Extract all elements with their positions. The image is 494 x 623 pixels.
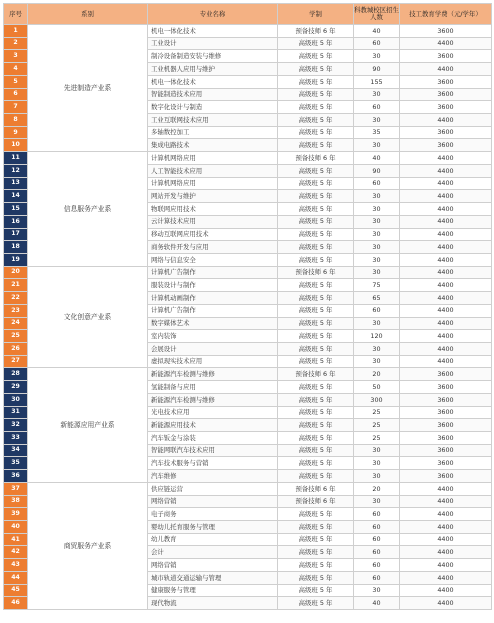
study-system-cell: 高级班 5 年 bbox=[278, 177, 354, 190]
row-number-cell: 13 bbox=[4, 177, 28, 190]
enrollment-count-cell: 20 bbox=[354, 368, 400, 381]
row-number-cell: 42 bbox=[4, 546, 28, 559]
study-system-cell: 高级班 5 年 bbox=[278, 330, 354, 343]
major-name-cell: 云计算技术应用 bbox=[148, 215, 278, 228]
tuition-fee-cell: 4400 bbox=[400, 164, 492, 177]
row-number-cell: 6 bbox=[4, 88, 28, 101]
study-system-cell: 高级班 5 年 bbox=[278, 203, 354, 216]
table-body bbox=[4, 25, 492, 610]
tuition-fee-cell: 4400 bbox=[400, 304, 492, 317]
major-name-cell: 工业互联网技术应用 bbox=[148, 114, 278, 127]
major-name-cell: 工业机器人应用与维护 bbox=[148, 63, 278, 76]
enrollment-count-cell: 30 bbox=[354, 342, 400, 355]
tuition-fee-cell: 4400 bbox=[400, 253, 492, 266]
tuition-fee-cell: 4400 bbox=[400, 241, 492, 254]
study-system-cell: 预备技师 6 年 bbox=[278, 495, 354, 508]
tuition-fee-cell: 3600 bbox=[400, 101, 492, 114]
department-cell: 先进制造产业系 bbox=[28, 25, 148, 152]
major-name-cell: 城市轨道交通运输与管理 bbox=[148, 571, 278, 584]
enrollment-count-cell: 60 bbox=[354, 571, 400, 584]
enrollment-count-cell: 60 bbox=[354, 546, 400, 559]
study-system-cell: 高级班 5 年 bbox=[278, 533, 354, 546]
row-number-cell: 3 bbox=[4, 50, 28, 63]
department-cell: 新能源应用产业系 bbox=[28, 368, 148, 482]
study-system-cell: 高级班 5 年 bbox=[278, 253, 354, 266]
table-row bbox=[4, 482, 492, 495]
row-number-cell: 8 bbox=[4, 114, 28, 127]
tuition-fee-cell: 4400 bbox=[400, 330, 492, 343]
row-number-cell: 2 bbox=[4, 37, 28, 50]
header-dept: 系别 bbox=[28, 4, 148, 25]
tuition-fee-cell: 3600 bbox=[400, 381, 492, 394]
row-number-cell: 37 bbox=[4, 482, 28, 495]
enrollment-count-cell: 65 bbox=[354, 292, 400, 305]
major-name-cell: 数字化设计与制造 bbox=[148, 101, 278, 114]
enrollment-count-cell: 20 bbox=[354, 482, 400, 495]
major-name-cell: 计算机网络应用 bbox=[148, 152, 278, 165]
row-number-cell: 4 bbox=[4, 63, 28, 76]
row-number-cell: 26 bbox=[4, 342, 28, 355]
major-name-cell: 商务软件开发与应用 bbox=[148, 241, 278, 254]
study-system-cell: 高级班 5 年 bbox=[278, 444, 354, 457]
tuition-fee-cell: 4400 bbox=[400, 521, 492, 534]
enrollment-count-cell: 60 bbox=[354, 304, 400, 317]
row-number-cell: 30 bbox=[4, 393, 28, 406]
study-system-cell: 高级班 5 年 bbox=[278, 50, 354, 63]
major-name-cell: 智能网联汽车技术应用 bbox=[148, 444, 278, 457]
enrollment-table bbox=[3, 3, 492, 610]
major-name-cell: 计算机动画制作 bbox=[148, 292, 278, 305]
enrollment-count-cell: 25 bbox=[354, 406, 400, 419]
row-number-cell: 41 bbox=[4, 533, 28, 546]
major-name-cell: 汽车维修 bbox=[148, 470, 278, 483]
major-name-cell: 新能源汽车检测与维修 bbox=[148, 393, 278, 406]
tuition-fee-cell: 3600 bbox=[400, 126, 492, 139]
study-system-cell: 高级班 5 年 bbox=[278, 546, 354, 559]
major-name-cell: 会展设计 bbox=[148, 342, 278, 355]
enrollment-count-cell: 30 bbox=[354, 253, 400, 266]
tuition-fee-cell: 3600 bbox=[400, 470, 492, 483]
row-number-cell: 40 bbox=[4, 521, 28, 534]
enrollment-count-cell: 30 bbox=[354, 457, 400, 470]
major-name-cell: 网络与信息安全 bbox=[148, 253, 278, 266]
major-name-cell: 电子商务 bbox=[148, 508, 278, 521]
enrollment-count-cell: 30 bbox=[354, 444, 400, 457]
row-number-cell: 29 bbox=[4, 381, 28, 394]
study-system-cell: 高级班 5 年 bbox=[278, 164, 354, 177]
row-number-cell: 23 bbox=[4, 304, 28, 317]
enrollment-count-cell: 30 bbox=[354, 241, 400, 254]
header-system: 学制 bbox=[278, 4, 354, 25]
study-system-cell: 高级班 5 年 bbox=[278, 279, 354, 292]
study-system-cell: 高级班 5 年 bbox=[278, 292, 354, 305]
enrollment-count-cell: 30 bbox=[354, 317, 400, 330]
tuition-fee-cell: 4400 bbox=[400, 482, 492, 495]
tuition-fee-cell: 4400 bbox=[400, 317, 492, 330]
major-name-cell: 人工智能技术应用 bbox=[148, 164, 278, 177]
tuition-fee-cell: 3600 bbox=[400, 419, 492, 432]
table-row bbox=[4, 368, 492, 381]
row-number-cell: 32 bbox=[4, 419, 28, 432]
study-system-cell: 高级班 5 年 bbox=[278, 381, 354, 394]
row-number-cell: 22 bbox=[4, 292, 28, 305]
major-name-cell: 移动互联网应用技术 bbox=[148, 228, 278, 241]
department-cell: 商贸服务产业系 bbox=[28, 482, 148, 609]
major-name-cell: 网站开发与维护 bbox=[148, 190, 278, 203]
enrollment-count-cell: 60 bbox=[354, 533, 400, 546]
major-name-cell: 新能源应用技术 bbox=[148, 419, 278, 432]
study-system-cell: 高级班 5 年 bbox=[278, 597, 354, 610]
enrollment-count-cell: 40 bbox=[354, 152, 400, 165]
department-cell: 信息服务产业系 bbox=[28, 152, 148, 266]
major-name-cell: 工业设计 bbox=[148, 37, 278, 50]
row-number-cell: 39 bbox=[4, 508, 28, 521]
study-system-cell: 高级班 5 年 bbox=[278, 342, 354, 355]
enrollment-count-cell: 30 bbox=[354, 190, 400, 203]
row-number-cell: 10 bbox=[4, 139, 28, 152]
study-system-cell: 高级班 5 年 bbox=[278, 139, 354, 152]
row-number-cell: 25 bbox=[4, 330, 28, 343]
row-number-cell: 1 bbox=[4, 25, 28, 38]
tuition-fee-cell: 3600 bbox=[400, 50, 492, 63]
study-system-cell: 高级班 5 年 bbox=[278, 457, 354, 470]
major-name-cell: 汽车钣金与涂装 bbox=[148, 432, 278, 445]
tuition-fee-cell: 4400 bbox=[400, 215, 492, 228]
enrollment-count-cell: 30 bbox=[354, 266, 400, 279]
enrollment-count-cell: 155 bbox=[354, 75, 400, 88]
major-name-cell: 计算机网络应用 bbox=[148, 177, 278, 190]
table-row bbox=[4, 266, 492, 279]
major-name-cell: 数字媒体艺术 bbox=[148, 317, 278, 330]
major-name-cell: 汽车技术服务与营销 bbox=[148, 457, 278, 470]
table-row bbox=[4, 25, 492, 38]
enrollment-count-cell: 300 bbox=[354, 393, 400, 406]
row-number-cell: 43 bbox=[4, 559, 28, 572]
tuition-fee-cell: 4400 bbox=[400, 342, 492, 355]
tuition-fee-cell: 3600 bbox=[400, 88, 492, 101]
enrollment-count-cell: 60 bbox=[354, 559, 400, 572]
enrollment-count-cell: 30 bbox=[354, 584, 400, 597]
enrollment-count-cell: 60 bbox=[354, 37, 400, 50]
major-name-cell: 健康服务与管理 bbox=[148, 584, 278, 597]
major-name-cell: 会计 bbox=[148, 546, 278, 559]
study-system-cell: 高级班 5 年 bbox=[278, 508, 354, 521]
row-number-cell: 27 bbox=[4, 355, 28, 368]
tuition-fee-cell: 4400 bbox=[400, 533, 492, 546]
major-name-cell: 网络营销 bbox=[148, 495, 278, 508]
study-system-cell: 高级班 5 年 bbox=[278, 88, 354, 101]
study-system-cell: 高级班 5 年 bbox=[278, 101, 354, 114]
major-name-cell: 制冷设备制造安装与维修 bbox=[148, 50, 278, 63]
enrollment-count-cell: 60 bbox=[354, 177, 400, 190]
row-number-cell: 11 bbox=[4, 152, 28, 165]
study-system-cell: 高级班 5 年 bbox=[278, 521, 354, 534]
study-system-cell: 预备技师 6 年 bbox=[278, 482, 354, 495]
tuition-fee-cell: 3600 bbox=[400, 25, 492, 38]
row-number-cell: 46 bbox=[4, 597, 28, 610]
row-number-cell: 17 bbox=[4, 228, 28, 241]
enrollment-count-cell: 60 bbox=[354, 521, 400, 534]
tuition-fee-cell: 4400 bbox=[400, 495, 492, 508]
enrollment-count-cell: 30 bbox=[354, 470, 400, 483]
major-name-cell: 氢能制备与应用 bbox=[148, 381, 278, 394]
row-number-cell: 18 bbox=[4, 241, 28, 254]
major-name-cell: 虚拟现实技术应用 bbox=[148, 355, 278, 368]
row-number-cell: 33 bbox=[4, 432, 28, 445]
row-number-cell: 5 bbox=[4, 75, 28, 88]
tuition-fee-cell: 4400 bbox=[400, 63, 492, 76]
row-number-cell: 12 bbox=[4, 164, 28, 177]
header-fee: 技工教育学费（元/学年） bbox=[400, 4, 492, 25]
tuition-fee-cell: 4400 bbox=[400, 228, 492, 241]
study-system-cell: 高级班 5 年 bbox=[278, 241, 354, 254]
enrollment-count-cell: 30 bbox=[354, 215, 400, 228]
enrollment-count-cell: 30 bbox=[354, 114, 400, 127]
major-name-cell: 网络营销 bbox=[148, 559, 278, 572]
major-name-cell: 机电一体化技术 bbox=[148, 75, 278, 88]
enrollment-count-cell: 40 bbox=[354, 25, 400, 38]
major-name-cell: 集成电路技术 bbox=[148, 139, 278, 152]
header-major: 专业名称 bbox=[148, 4, 278, 25]
tuition-fee-cell: 4400 bbox=[400, 292, 492, 305]
table-row bbox=[4, 152, 492, 165]
table-header-row bbox=[4, 4, 492, 25]
row-number-cell: 36 bbox=[4, 470, 28, 483]
study-system-cell: 高级班 5 年 bbox=[278, 190, 354, 203]
enrollment-count-cell: 30 bbox=[354, 495, 400, 508]
department-cell: 文化创意产业系 bbox=[28, 266, 148, 368]
tuition-fee-cell: 4400 bbox=[400, 559, 492, 572]
tuition-fee-cell: 4400 bbox=[400, 571, 492, 584]
study-system-cell: 高级班 5 年 bbox=[278, 126, 354, 139]
major-name-cell: 智能制造技术应用 bbox=[148, 88, 278, 101]
row-number-cell: 15 bbox=[4, 203, 28, 216]
study-system-cell: 高级班 5 年 bbox=[278, 432, 354, 445]
row-number-cell: 9 bbox=[4, 126, 28, 139]
major-name-cell: 幼儿教育 bbox=[148, 533, 278, 546]
header-enroll: 科教城校区招生人数 bbox=[354, 4, 400, 25]
study-system-cell: 高级班 5 年 bbox=[278, 406, 354, 419]
study-system-cell: 高级班 5 年 bbox=[278, 215, 354, 228]
enrollment-table-container bbox=[3, 3, 491, 610]
row-number-cell: 7 bbox=[4, 101, 28, 114]
tuition-fee-cell: 3600 bbox=[400, 368, 492, 381]
enrollment-count-cell: 30 bbox=[354, 139, 400, 152]
study-system-cell: 高级班 5 年 bbox=[278, 63, 354, 76]
tuition-fee-cell: 3600 bbox=[400, 393, 492, 406]
major-name-cell: 室内装饰 bbox=[148, 330, 278, 343]
tuition-fee-cell: 4400 bbox=[400, 177, 492, 190]
header-seq: 序号 bbox=[4, 4, 28, 25]
enrollment-count-cell: 30 bbox=[354, 228, 400, 241]
enrollment-count-cell: 30 bbox=[354, 88, 400, 101]
tuition-fee-cell: 3600 bbox=[400, 406, 492, 419]
tuition-fee-cell: 3600 bbox=[400, 457, 492, 470]
tuition-fee-cell: 3600 bbox=[400, 432, 492, 445]
tuition-fee-cell: 4400 bbox=[400, 266, 492, 279]
study-system-cell: 预备技师 6 年 bbox=[278, 368, 354, 381]
major-name-cell: 婴幼儿托育服务与管理 bbox=[148, 521, 278, 534]
tuition-fee-cell: 3600 bbox=[400, 139, 492, 152]
study-system-cell: 高级班 5 年 bbox=[278, 228, 354, 241]
enrollment-count-cell: 35 bbox=[354, 126, 400, 139]
study-system-cell: 高级班 5 年 bbox=[278, 571, 354, 584]
study-system-cell: 高级班 5 年 bbox=[278, 559, 354, 572]
major-name-cell: 新能源汽车检测与维修 bbox=[148, 368, 278, 381]
tuition-fee-cell: 4400 bbox=[400, 597, 492, 610]
enrollment-count-cell: 90 bbox=[354, 63, 400, 76]
tuition-fee-cell: 4400 bbox=[400, 508, 492, 521]
study-system-cell: 高级班 5 年 bbox=[278, 470, 354, 483]
row-number-cell: 28 bbox=[4, 368, 28, 381]
tuition-fee-cell: 3600 bbox=[400, 444, 492, 457]
enrollment-count-cell: 60 bbox=[354, 101, 400, 114]
enrollment-count-cell: 90 bbox=[354, 164, 400, 177]
enrollment-count-cell: 40 bbox=[354, 597, 400, 610]
study-system-cell: 高级班 5 年 bbox=[278, 419, 354, 432]
study-system-cell: 预备技师 6 年 bbox=[278, 266, 354, 279]
study-system-cell: 预备技师 6 年 bbox=[278, 152, 354, 165]
study-system-cell: 高级班 5 年 bbox=[278, 304, 354, 317]
tuition-fee-cell: 4400 bbox=[400, 203, 492, 216]
row-number-cell: 14 bbox=[4, 190, 28, 203]
tuition-fee-cell: 4400 bbox=[400, 546, 492, 559]
enrollment-count-cell: 30 bbox=[354, 203, 400, 216]
enrollment-count-cell: 50 bbox=[354, 381, 400, 394]
enrollment-count-cell: 60 bbox=[354, 508, 400, 521]
major-name-cell: 机电一体化技术 bbox=[148, 25, 278, 38]
study-system-cell: 高级班 5 年 bbox=[278, 393, 354, 406]
tuition-fee-cell: 4400 bbox=[400, 355, 492, 368]
study-system-cell: 高级班 5 年 bbox=[278, 75, 354, 88]
enrollment-count-cell: 120 bbox=[354, 330, 400, 343]
tuition-fee-cell: 3600 bbox=[400, 75, 492, 88]
major-name-cell: 服装设计与制作 bbox=[148, 279, 278, 292]
row-number-cell: 16 bbox=[4, 215, 28, 228]
enrollment-count-cell: 25 bbox=[354, 432, 400, 445]
row-number-cell: 35 bbox=[4, 457, 28, 470]
tuition-fee-cell: 4400 bbox=[400, 37, 492, 50]
study-system-cell: 高级班 5 年 bbox=[278, 317, 354, 330]
major-name-cell: 光电技术应用 bbox=[148, 406, 278, 419]
enrollment-count-cell: 30 bbox=[354, 50, 400, 63]
tuition-fee-cell: 4400 bbox=[400, 152, 492, 165]
study-system-cell: 高级班 5 年 bbox=[278, 355, 354, 368]
study-system-cell: 高级班 5 年 bbox=[278, 114, 354, 127]
row-number-cell: 38 bbox=[4, 495, 28, 508]
major-name-cell: 现代物流 bbox=[148, 597, 278, 610]
study-system-cell: 预备技师 6 年 bbox=[278, 25, 354, 38]
tuition-fee-cell: 4400 bbox=[400, 584, 492, 597]
tuition-fee-cell: 4400 bbox=[400, 190, 492, 203]
major-name-cell: 物联网应用技术 bbox=[148, 203, 278, 216]
enrollment-count-cell: 25 bbox=[354, 419, 400, 432]
tuition-fee-cell: 4400 bbox=[400, 279, 492, 292]
enrollment-count-cell: 75 bbox=[354, 279, 400, 292]
row-number-cell: 45 bbox=[4, 584, 28, 597]
major-name-cell: 供应链运营 bbox=[148, 482, 278, 495]
major-name-cell: 计算机广告制作 bbox=[148, 304, 278, 317]
row-number-cell: 34 bbox=[4, 444, 28, 457]
row-number-cell: 31 bbox=[4, 406, 28, 419]
row-number-cell: 21 bbox=[4, 279, 28, 292]
major-name-cell: 计算机广告制作 bbox=[148, 266, 278, 279]
major-name-cell: 多轴数控加工 bbox=[148, 126, 278, 139]
study-system-cell: 高级班 5 年 bbox=[278, 37, 354, 50]
row-number-cell: 19 bbox=[4, 253, 28, 266]
row-number-cell: 44 bbox=[4, 571, 28, 584]
row-number-cell: 24 bbox=[4, 317, 28, 330]
tuition-fee-cell: 4400 bbox=[400, 114, 492, 127]
enrollment-count-cell: 30 bbox=[354, 355, 400, 368]
study-system-cell: 高级班 5 年 bbox=[278, 584, 354, 597]
row-number-cell: 20 bbox=[4, 266, 28, 279]
